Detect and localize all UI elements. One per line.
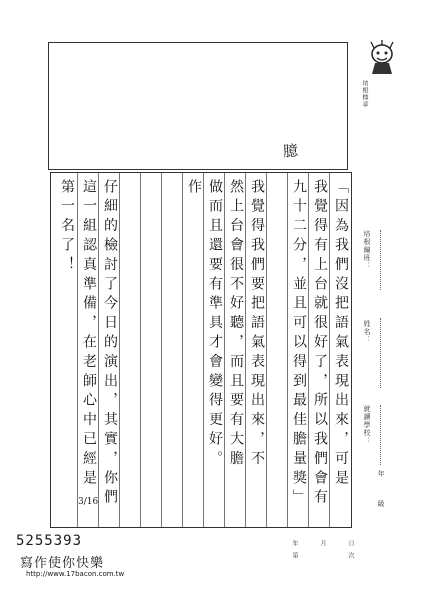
- footer-times-label: 次: [347, 552, 354, 558]
- essay-column: [245, 173, 267, 527]
- teacher-date: 3/16: [78, 497, 99, 507]
- essay-column-text: 我覺得我們要把語氣表現出來，不: [249, 179, 265, 470]
- essay-column: [266, 173, 288, 527]
- essay-column: [77, 173, 99, 527]
- essay-column-text: 然上台會很不好聽，而且要有大膽: [228, 179, 244, 470]
- comment-mark: 臆: [282, 141, 299, 161]
- footer-no-label: 第: [291, 552, 298, 558]
- essay-column-text: 我覺得有上台就很好了，所以我們會有: [312, 179, 328, 509]
- essay-id: 5255393: [16, 533, 83, 549]
- field-school-line: [380, 405, 381, 465]
- field-name-label: 姓名：: [363, 320, 371, 344]
- essay-column: [224, 173, 246, 527]
- mascot-logo-icon: [366, 40, 398, 76]
- field-name-line: [380, 318, 381, 388]
- essay-column: [140, 173, 162, 527]
- essay-column: [308, 173, 330, 527]
- field-school-label: 就讀學校：: [363, 405, 371, 445]
- essay-grid: [50, 172, 352, 528]
- essay-column-text: 做而且還要有準具才會變得更好。: [207, 179, 223, 470]
- field-class-line: [380, 230, 381, 290]
- footer-slogan: 寫作使你快樂: [20, 556, 105, 571]
- essay-column: [287, 173, 309, 527]
- field-class-label: 培根編班：: [363, 230, 371, 270]
- essay-column: [56, 173, 77, 527]
- essay-column-text: 仔細的檢討了今日的演出，其實，你們: [102, 179, 118, 509]
- essay-column-text: 第一名了！: [59, 179, 75, 276]
- essay-column: [161, 173, 183, 527]
- essay-column-text: 這一組認真準備，在老師心中已經是: [81, 179, 97, 490]
- essay-column: [119, 173, 141, 527]
- essay-column-text: 九十二分，並且可以得到最佳膽量獎」: [291, 179, 307, 509]
- comment-box: [48, 42, 348, 170]
- field-grade-suffix-label: 級: [377, 500, 385, 508]
- footer-year-label: 年: [291, 540, 298, 546]
- essay-column-text: 「因為我們沒把語氣表現出來，可是: [333, 179, 349, 490]
- essay-column: [182, 173, 204, 527]
- field-grade-label: 年: [377, 470, 385, 478]
- essay-column: [203, 173, 225, 527]
- mascot-caption: 培根標章: [361, 80, 368, 108]
- essay-column-text: 作: [186, 179, 202, 199]
- essay-column: [98, 173, 120, 527]
- essay-column: [329, 173, 351, 527]
- footer-url: http://www.17bacon.com.tw: [26, 570, 125, 578]
- footer-day-label: 日: [347, 540, 354, 546]
- footer-month-label: 月: [319, 540, 326, 546]
